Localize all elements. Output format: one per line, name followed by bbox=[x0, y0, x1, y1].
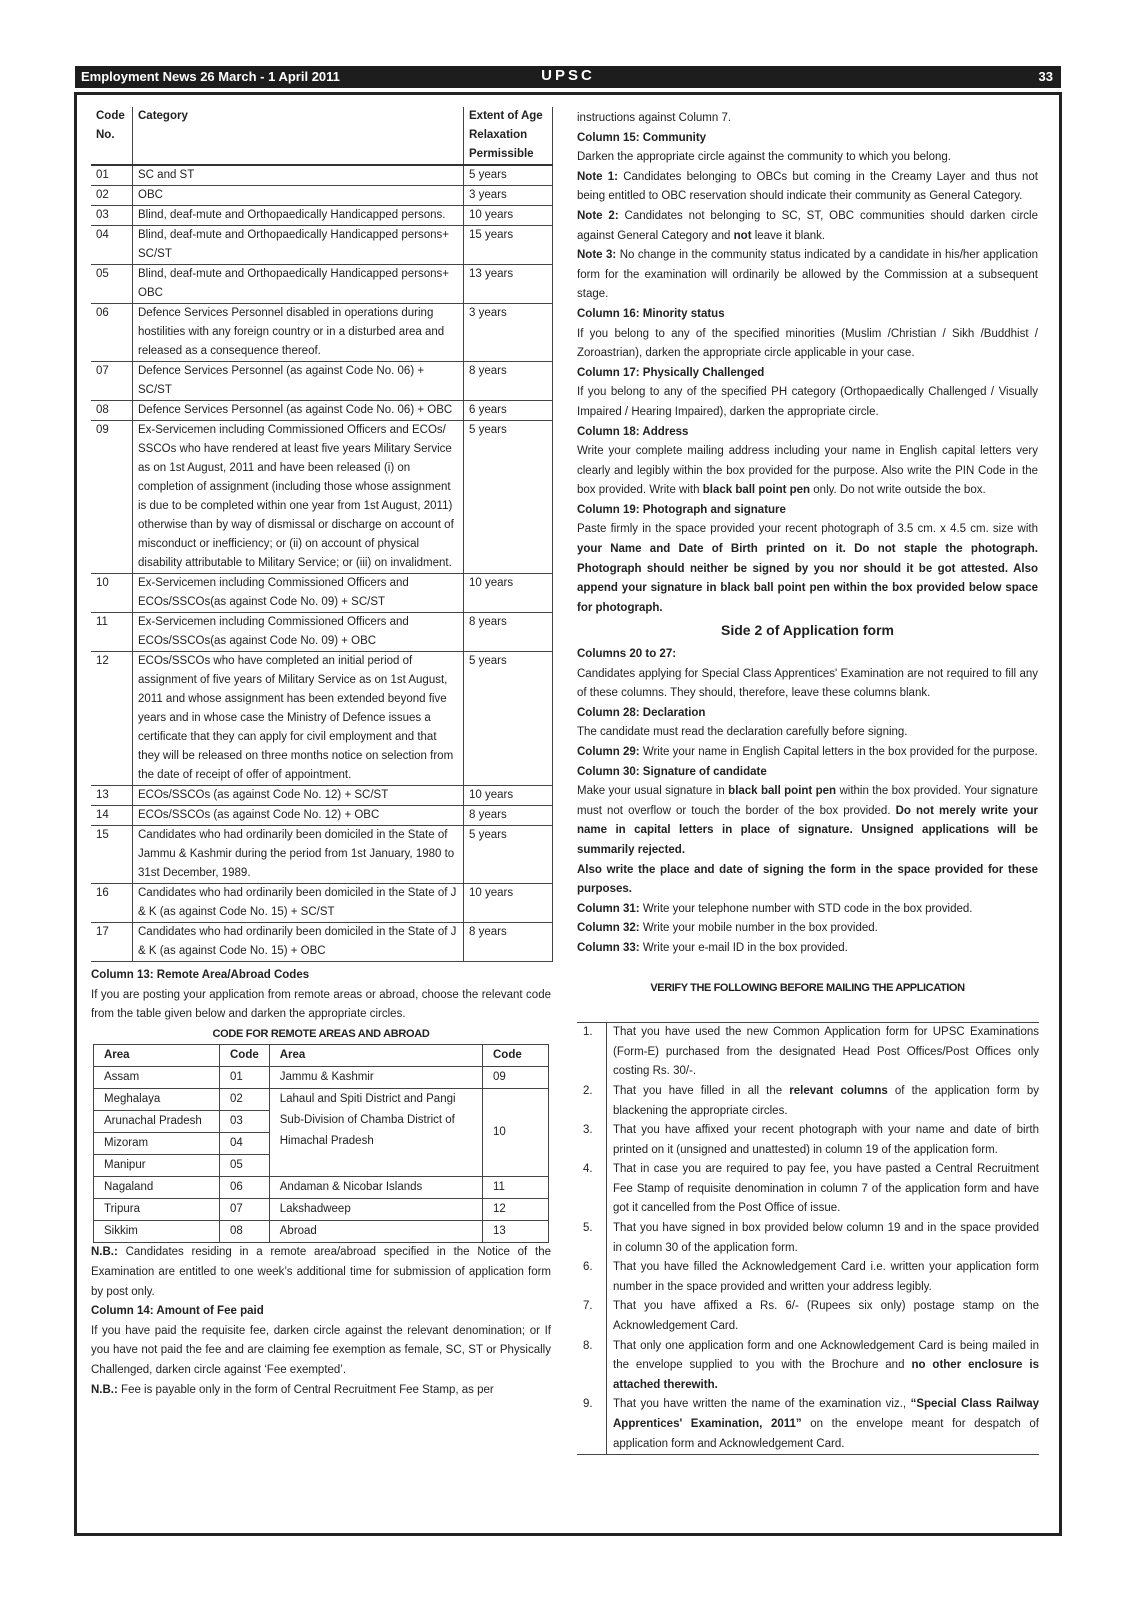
remote-table-header bbox=[94, 1045, 549, 1067]
remote-table-row bbox=[94, 1089, 549, 1111]
age-row-years: 5 years bbox=[464, 421, 553, 574]
age-row-code: 11 bbox=[91, 613, 133, 652]
left-column bbox=[91, 107, 551, 1400]
age-row-code: 02 bbox=[91, 186, 133, 206]
age-table-row bbox=[91, 613, 553, 652]
verify-item-number: 5. bbox=[577, 1219, 607, 1258]
age-row-years: 15 years bbox=[464, 226, 553, 265]
age-table-row bbox=[91, 574, 553, 613]
column-14-nb: N.B.: Fee is payable only in the form of Central Recruitment Fee Stamp, as per bbox=[91, 1383, 494, 1396]
age-table-row bbox=[91, 226, 553, 265]
age-row-category: Defence Services Personnel disabled in operations during hostilities with any foreign country or in a disturbed area and released as a consequence thereof. bbox=[133, 304, 464, 362]
fee-section bbox=[91, 1243, 551, 1400]
remote-area-right: Abroad bbox=[269, 1221, 482, 1243]
remote-area-left: Assam bbox=[94, 1067, 220, 1089]
column-30-title: Column 30: Signature of candidate bbox=[577, 765, 767, 778]
column-15-title: Column 15: Community bbox=[577, 131, 707, 144]
age-table-header bbox=[91, 107, 553, 165]
age-table-row bbox=[91, 421, 553, 574]
age-row-years: 8 years bbox=[464, 806, 553, 826]
remote-table-row bbox=[94, 1067, 549, 1089]
verify-item-number: 4. bbox=[577, 1160, 607, 1219]
verify-item-number: 7. bbox=[577, 1297, 607, 1336]
column-32-text: Column 32: Write your mobile number in the box provided. bbox=[577, 922, 878, 935]
age-row-category: Blind, deaf-mute and Orthopaedically Handicapped persons+ SC/ST bbox=[133, 226, 464, 265]
age-row-years: 13 years bbox=[464, 265, 553, 304]
column-33-text: Column 33: Write your e-mail ID in the box provided. bbox=[577, 941, 848, 954]
age-row-category: Defence Services Personnel (as against Code No. 06) + OBC bbox=[133, 401, 464, 421]
age-row-category: Ex-Servicemen including Commissioned Officers and ECOs/ SSCOs who have rendered at least five years Military Service as on 1st August, 2011 and have been released (i) on completion of assignment (including those whose assignment is due to be completed within one year from 1st August, 2011) otherwise than by way of dismissal or discharge on account of misconduct or inefficiency; or (ii) on account of physical disability attributable to Military Service; or (iii) on invalidment. bbox=[133, 421, 464, 574]
column-13-nb: N.B.: Candidates residing in a remote area/abroad specified in the Notice of the Examination are entitled to one week’s additional time for submission of application form by post only. bbox=[91, 1246, 551, 1298]
columns-20-27-text: Candidates applying for Special Class Apprentices' Examination are not required to fill any of these columns. They should, therefore, leave these columns blank. bbox=[577, 667, 1038, 700]
verify-item-text: That you have used the new Common Application form for UPSC Examinations (Form-E) purchased from the designated Head Post Offices/Post Offices only costing Rs. 30/-. bbox=[613, 1026, 1039, 1078]
age-row-category: Candidates who had ordinarily been domiciled in the State of Jammu & Kashmir during the period from 1st January, 1980 to 31st December, 1989. bbox=[133, 826, 464, 884]
remote-code-right: 11 bbox=[483, 1177, 549, 1199]
column-13-section bbox=[91, 966, 551, 1044]
remote-table-row bbox=[94, 1199, 549, 1221]
remote-code-right: 09 bbox=[483, 1067, 549, 1089]
remote-code-right: 12 bbox=[483, 1199, 549, 1221]
remote-code-right: 10 bbox=[483, 1089, 549, 1177]
age-row-years: 6 years bbox=[464, 401, 553, 421]
verify-item-text: That in case you are required to pay fee, you have pasted a Central Recruitment Fee Stamp of requisite denomination in column 7 of the application form and have got it cancelled from the Post Office of issue. bbox=[613, 1163, 1039, 1215]
note-3: Note 3: No change in the community status indicated by a candidate in his/her application form for the examination will ordinarily be allowed by the Commission at a subsequent stage. bbox=[577, 249, 1038, 301]
column-14-text: If you have paid the requisite fee, darken circle against the relevant denomination; or If you have not paid the fee and are claiming fee exemption as female, SC, ST or Physically Challenged, darken circle against ‘Fee exempted’. bbox=[91, 1324, 551, 1376]
age-table-row bbox=[91, 186, 553, 206]
remote-area-left: Manipur bbox=[94, 1155, 220, 1177]
verify-item-number: 3. bbox=[577, 1121, 607, 1160]
verify-item bbox=[577, 1337, 1039, 1396]
verify-item-text: That you have affixed your recent photograph with your name and date of birth printed on it (unsigned and unattested) in column 19 of the application form. bbox=[613, 1124, 1039, 1156]
age-row-category: Ex-Servicemen including Commissioned Officers and ECOs/SSCOs(as against Code No. 09) + SC/ST bbox=[133, 574, 464, 613]
column-31-text: Column 31: Write your telephone number with STD code in the box provided. bbox=[577, 902, 973, 915]
remote-code-left: 02 bbox=[220, 1089, 270, 1111]
remote-code-left: 05 bbox=[220, 1155, 270, 1177]
age-row-code: 15 bbox=[91, 826, 133, 884]
age-row-category: ECOs/SSCOs (as against Code No. 12) + OBC bbox=[133, 806, 464, 826]
age-table-row bbox=[91, 362, 553, 401]
age-relaxation-table bbox=[91, 107, 553, 962]
verify-item-number: 2. bbox=[577, 1082, 607, 1121]
also-text: Also write the place and date of signing the form in the space provided for these purposes. bbox=[577, 863, 1038, 896]
age-row-category: Candidates who had ordinarily been domiciled in the State of J & K (as against Code No. 15) + SC/ST bbox=[133, 884, 464, 923]
verify-item-number: 1. bbox=[577, 1023, 607, 1082]
age-row-years: 8 years bbox=[464, 613, 553, 652]
age-table-row bbox=[91, 165, 553, 186]
age-row-code: 01 bbox=[91, 165, 133, 186]
age-table-row bbox=[91, 206, 553, 226]
remote-area-left: Arunachal Pradesh bbox=[94, 1111, 220, 1133]
remote-area-left: Sikkim bbox=[94, 1221, 220, 1243]
verify-item bbox=[577, 1082, 1039, 1121]
verify-item bbox=[577, 1258, 1039, 1297]
verify-item-number: 8. bbox=[577, 1337, 607, 1396]
age-row-category: Ex-Servicemen including Commissioned Officers and ECOs/SSCOs(as against Code No. 09) + OBC bbox=[133, 613, 464, 652]
verify-item bbox=[577, 1297, 1039, 1336]
column-28-text: The candidate must read the declaration carefully before signing. bbox=[577, 726, 908, 739]
remote-code-left: 01 bbox=[220, 1067, 270, 1089]
header-code: Code No. bbox=[91, 107, 133, 165]
header-code-left: Code bbox=[220, 1045, 270, 1067]
age-row-category: SC and ST bbox=[133, 165, 464, 186]
age-row-code: 05 bbox=[91, 265, 133, 304]
column-16-title: Column 16: Minority status bbox=[577, 307, 725, 320]
verify-item bbox=[577, 1121, 1039, 1160]
remote-area-right: Andaman & Nicobar Islands bbox=[269, 1177, 482, 1199]
page-frame bbox=[74, 92, 1062, 1536]
page-header bbox=[75, 66, 1061, 88]
age-row-code: 10 bbox=[91, 574, 133, 613]
column-29-text: Column 29: Write your name in English Capital letters in the box provided for the purpose. bbox=[577, 746, 1038, 758]
age-row-category: ECOs/SSCOs who have completed an initial period of assignment of five years of Military Service as on 1st August, 2011 and whose assignment has been extended beyond five years and in whose case the Ministry of Defence issues a certificate that they can apply for civil employment and that they will be released on three months notice on selection from the date of receipt of offer of appointment. bbox=[133, 652, 464, 786]
header-extent: Extent of Age Relaxation Permissible bbox=[464, 107, 553, 165]
verify-item-text: That you have signed in box provided below column 19 and in the space provided in column 30 of the application form. bbox=[613, 1222, 1039, 1254]
verify-item bbox=[577, 1395, 1039, 1454]
age-row-years: 3 years bbox=[464, 304, 553, 362]
age-table-row bbox=[91, 923, 553, 962]
remote-area-left: Meghalaya bbox=[94, 1089, 220, 1111]
column-13-title: Column 13: Remote Area/Abroad Codes bbox=[91, 969, 310, 981]
age-table-row bbox=[91, 806, 553, 826]
age-row-code: 13 bbox=[91, 786, 133, 806]
age-row-code: 06 bbox=[91, 304, 133, 362]
age-row-code: 14 bbox=[91, 806, 133, 826]
age-row-category: Defence Services Personnel (as against Code No. 06) + SC/ST bbox=[133, 362, 464, 401]
age-table-row bbox=[91, 304, 553, 362]
age-row-category: Blind, deaf-mute and Orthopaedically Handicapped persons. bbox=[133, 206, 464, 226]
age-row-code: 08 bbox=[91, 401, 133, 421]
column-17-text: If you belong to any of the specified PH category (Orthopaedically Challenged / Visually Impaired / Hearing Impaired), darken the appropriate circle. bbox=[577, 386, 1038, 418]
verify-item-text: That you have written the name of the examination viz., “Special Class Railway Apprentices' Examination, 2011” on the envelope meant for despatch of application form and Acknowledgement Card. bbox=[613, 1398, 1039, 1450]
column-16-text: If you belong to any of the specified minorities (Muslim /Christian / Sikh /Buddhist / Zoroastrian), darken the appropriate circle applicable in your case. bbox=[577, 327, 1038, 360]
column-30-text: Make your usual signature in black ball point pen within the box provided. Your signature must not overflow or touch the border of the box provided. Do not merely write your name in capital letters in place of signature. Unsigned applications will be summarily rejected. bbox=[577, 785, 1038, 856]
age-row-code: 07 bbox=[91, 362, 133, 401]
verify-item bbox=[577, 1023, 1039, 1082]
verify-item-number: 6. bbox=[577, 1258, 607, 1297]
age-row-years: 8 years bbox=[464, 362, 553, 401]
age-row-years: 5 years bbox=[464, 652, 553, 786]
column-18-title: Column 18: Address bbox=[577, 425, 689, 438]
age-row-years: 10 years bbox=[464, 206, 553, 226]
header-area-right: Area bbox=[269, 1045, 482, 1067]
header-area-left: Area bbox=[94, 1045, 220, 1067]
column-19-title: Column 19: Photograph and signature bbox=[577, 503, 786, 516]
columns-20-27-title: Columns 20 to 27: bbox=[577, 648, 677, 661]
age-table-row bbox=[91, 652, 553, 786]
header-section: UPSC bbox=[541, 67, 595, 84]
age-row-category: Candidates who had ordinarily been domiciled in the State of J & K (as against Code No. 15) + OBC bbox=[133, 923, 464, 962]
note-2: Note 2: Candidates not belonging to SC, ST, OBC communities should darken circle against General Category and not leave it blank. bbox=[577, 209, 1038, 242]
remote-area-left: Tripura bbox=[94, 1199, 220, 1221]
verify-heading: VERIFY THE FOLLOWING BEFORE MAILING THE APPLICATION bbox=[650, 981, 965, 994]
age-row-years: 5 years bbox=[464, 165, 553, 186]
header-category: Category bbox=[133, 107, 464, 165]
verify-item-number: 9. bbox=[577, 1395, 607, 1454]
remote-area-left: Mizoram bbox=[94, 1133, 220, 1155]
remote-area-right: Lahaul and Spiti District and Pangi Sub-Division of Chamba District of Himachal Pradesh bbox=[269, 1089, 482, 1177]
verify-item-text: That you have affixed a Rs. 6/- (Rupees six only) postage stamp on the Acknowledgement Card. bbox=[613, 1300, 1039, 1333]
verify-item-text: That you have filled the Acknowledgement Card i.e. written your application form number in the space provided and written your address legibly. bbox=[613, 1261, 1039, 1293]
column-28-title: Column 28: Declaration bbox=[577, 706, 706, 719]
age-row-category: Blind, deaf-mute and Orthopaedically Handicapped persons+ OBC bbox=[133, 265, 464, 304]
column-14-title: Column 14: Amount of Fee paid bbox=[91, 1305, 264, 1318]
column-18-text: Write your complete mailing address including your name in English capital letters very clearly and legibly within the box provided for the purpose. Also write the PIN Code in the box provided. Write with black ball point pen only. Do not write outside the box. bbox=[577, 445, 1038, 497]
verify-item bbox=[577, 1219, 1039, 1258]
remote-areas-table bbox=[93, 1044, 549, 1243]
verify-checklist bbox=[577, 1022, 1039, 1455]
header-code-right: Code bbox=[483, 1045, 549, 1067]
verify-item bbox=[577, 1160, 1039, 1219]
age-row-years: 5 years bbox=[464, 826, 553, 884]
right-column bbox=[577, 109, 1038, 1455]
verify-item-text: That you have filled in all the relevant columns of the application form by blackening the appropriate circles. bbox=[613, 1084, 1039, 1117]
remote-table-title: CODE FOR REMOTE AREAS AND ABROAD bbox=[212, 1027, 430, 1040]
age-table-row bbox=[91, 826, 553, 884]
age-row-category: ECOs/SSCOs (as against Code No. 12) + SC/ST bbox=[133, 786, 464, 806]
age-row-code: 16 bbox=[91, 884, 133, 923]
age-table-row bbox=[91, 265, 553, 304]
age-table-row bbox=[91, 786, 553, 806]
remote-table-row bbox=[94, 1221, 549, 1243]
remote-code-left: 03 bbox=[220, 1111, 270, 1133]
remote-code-right: 13 bbox=[483, 1221, 549, 1243]
header-publication: Employment News 26 March - 1 April 2011 bbox=[81, 69, 340, 84]
column-17-title: Column 17: Physically Challenged bbox=[577, 366, 765, 379]
remote-code-left: 06 bbox=[220, 1177, 270, 1199]
age-table-row bbox=[91, 401, 553, 421]
age-row-category: OBC bbox=[133, 186, 464, 206]
column-15-text: Darken the appropriate circle against the community to which you belong. bbox=[577, 151, 951, 164]
age-row-years: 8 years bbox=[464, 923, 553, 962]
age-row-years: 10 years bbox=[464, 786, 553, 806]
header-page-number: 33 bbox=[1038, 69, 1053, 84]
age-row-years: 10 years bbox=[464, 884, 553, 923]
side-2-heading: Side 2 of Application form bbox=[721, 622, 894, 639]
age-row-code: 12 bbox=[91, 652, 133, 786]
remote-table-row bbox=[94, 1177, 549, 1199]
verify-item-text: That only one application form and one Acknowledgement Card is being mailed in the envelope supplied to you with the Brochure and no other enclosure is attached therewith. bbox=[613, 1339, 1039, 1391]
continued-text: instructions against Column 7. bbox=[577, 112, 732, 124]
remote-code-left: 04 bbox=[220, 1133, 270, 1155]
remote-area-left: Nagaland bbox=[94, 1177, 220, 1199]
remote-area-right: Jammu & Kashmir bbox=[269, 1067, 482, 1089]
age-row-code: 03 bbox=[91, 206, 133, 226]
column-13-text: If you are posting your application from remote areas or abroad, choose the relevant code from the table given below and darken the appropriate circles. bbox=[91, 988, 551, 1021]
column-19-text: Paste firmly in the space provided your recent photograph of 3.5 cm. x 4.5 cm. size with your Name and Date of Birth printed on it. Do not staple the photograph. Photograph should neither be signed by you nor should it be got attested. Also append your signature in black ball point pen within the box provided below space for photograph. bbox=[577, 523, 1038, 614]
age-row-code: 17 bbox=[91, 923, 133, 962]
note-1: Note 1: Candidates belonging to OBCs but coming in the Creamy Layer and thus not being entitled to OBC reservation should indicate their community as General Category. bbox=[577, 170, 1038, 203]
remote-area-right: Lakshadweep bbox=[269, 1199, 482, 1221]
age-row-code: 04 bbox=[91, 226, 133, 265]
age-table-row bbox=[91, 884, 553, 923]
remote-code-left: 07 bbox=[220, 1199, 270, 1221]
remote-code-left: 08 bbox=[220, 1221, 270, 1243]
age-row-years: 10 years bbox=[464, 574, 553, 613]
age-row-years: 3 years bbox=[464, 186, 553, 206]
age-row-code: 09 bbox=[91, 421, 133, 574]
